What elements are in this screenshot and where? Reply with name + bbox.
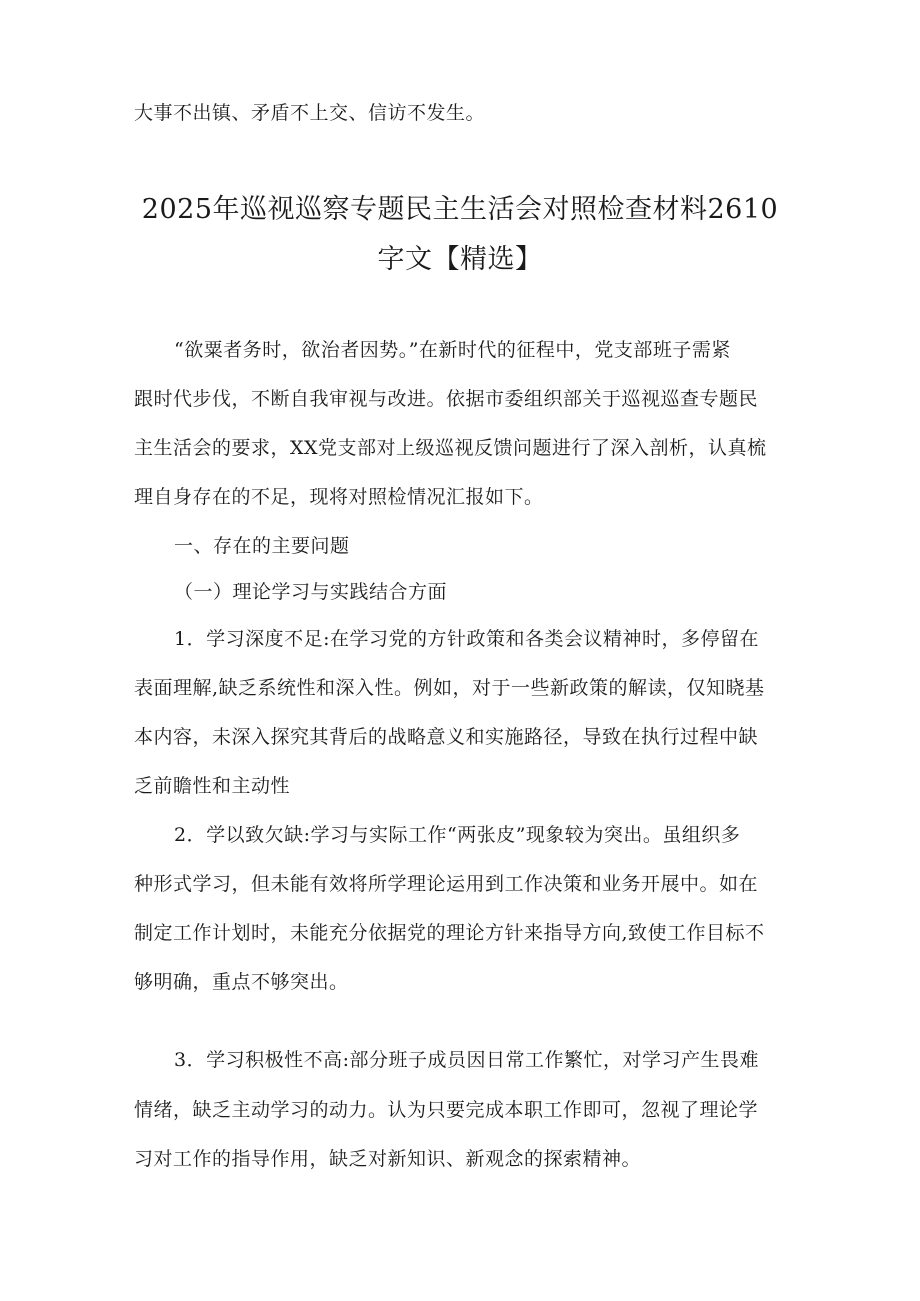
intro-line: “欲粟者务时，欲治者因势。”在新时代的征程中，党支部班子需紧: [174, 339, 731, 361]
intro-line: 跟时代步伐，不断自我审视与改进。依据市委组织部关于巡视巡查专题民: [134, 388, 759, 410]
item-1-line: 表面理解,缺乏系统性和深入性。例如，对于一些新政策的解读，仅知晓基: [134, 677, 765, 699]
item-1-line: 本内容，未深入探究其背后的战略意义和实施路径，导致在执行过程中缺: [134, 726, 759, 748]
item-2-line: 2．学以致欠缺:学习与实际工作“两张皮”现象较为突出。虽组织多: [174, 824, 741, 846]
intro-line: 主生活会的要求，XX党支部对上级巡视反馈问题进行了深入剖析，认真梳: [134, 437, 767, 459]
item-3-line: 3．学习积极性不高:部分班子成员因日常工作繁忙，对学习产生畏难: [174, 1049, 759, 1071]
subsection-heading: （一）理论学习与实践结合方面: [174, 581, 448, 603]
item-1-line: 乏前瞻性和主动性: [134, 775, 291, 797]
document-title-line-2: 字文【精选】: [377, 244, 543, 275]
item-3-line: 情绪，缺乏主动学习的动力。认为只要完成本职工作即可，忽视了理论学: [134, 1099, 759, 1121]
item-1-line: 1．学习深度不足:在学习党的方针政策和各类会议精神时，多停留在: [174, 628, 759, 650]
document-title-line-1: 2025年巡视巡察专题民主生活会对照检查材料2610: [141, 194, 779, 225]
item-2-line: 种形式学习，但未能有效将所学理论运用到工作决策和业务开展中。如在: [134, 873, 759, 895]
top-fragment: 大事不出镇、矛盾不上交、信访不发生。: [134, 102, 486, 124]
item-2-line: 制定工作计划时，未能充分依据党的理论方针来指导方向,致使工作目标不: [134, 922, 765, 944]
item-2-line: 够明确，重点不够突出。: [134, 971, 349, 993]
section-heading: 一、存在的主要问题: [174, 535, 350, 557]
intro-line: 理自身存在的不足，现将对照检情况汇报如下。: [134, 486, 544, 508]
item-3-line: 习对工作的指导作用，缺乏对新知识、新观念的探索精神。: [134, 1148, 642, 1170]
